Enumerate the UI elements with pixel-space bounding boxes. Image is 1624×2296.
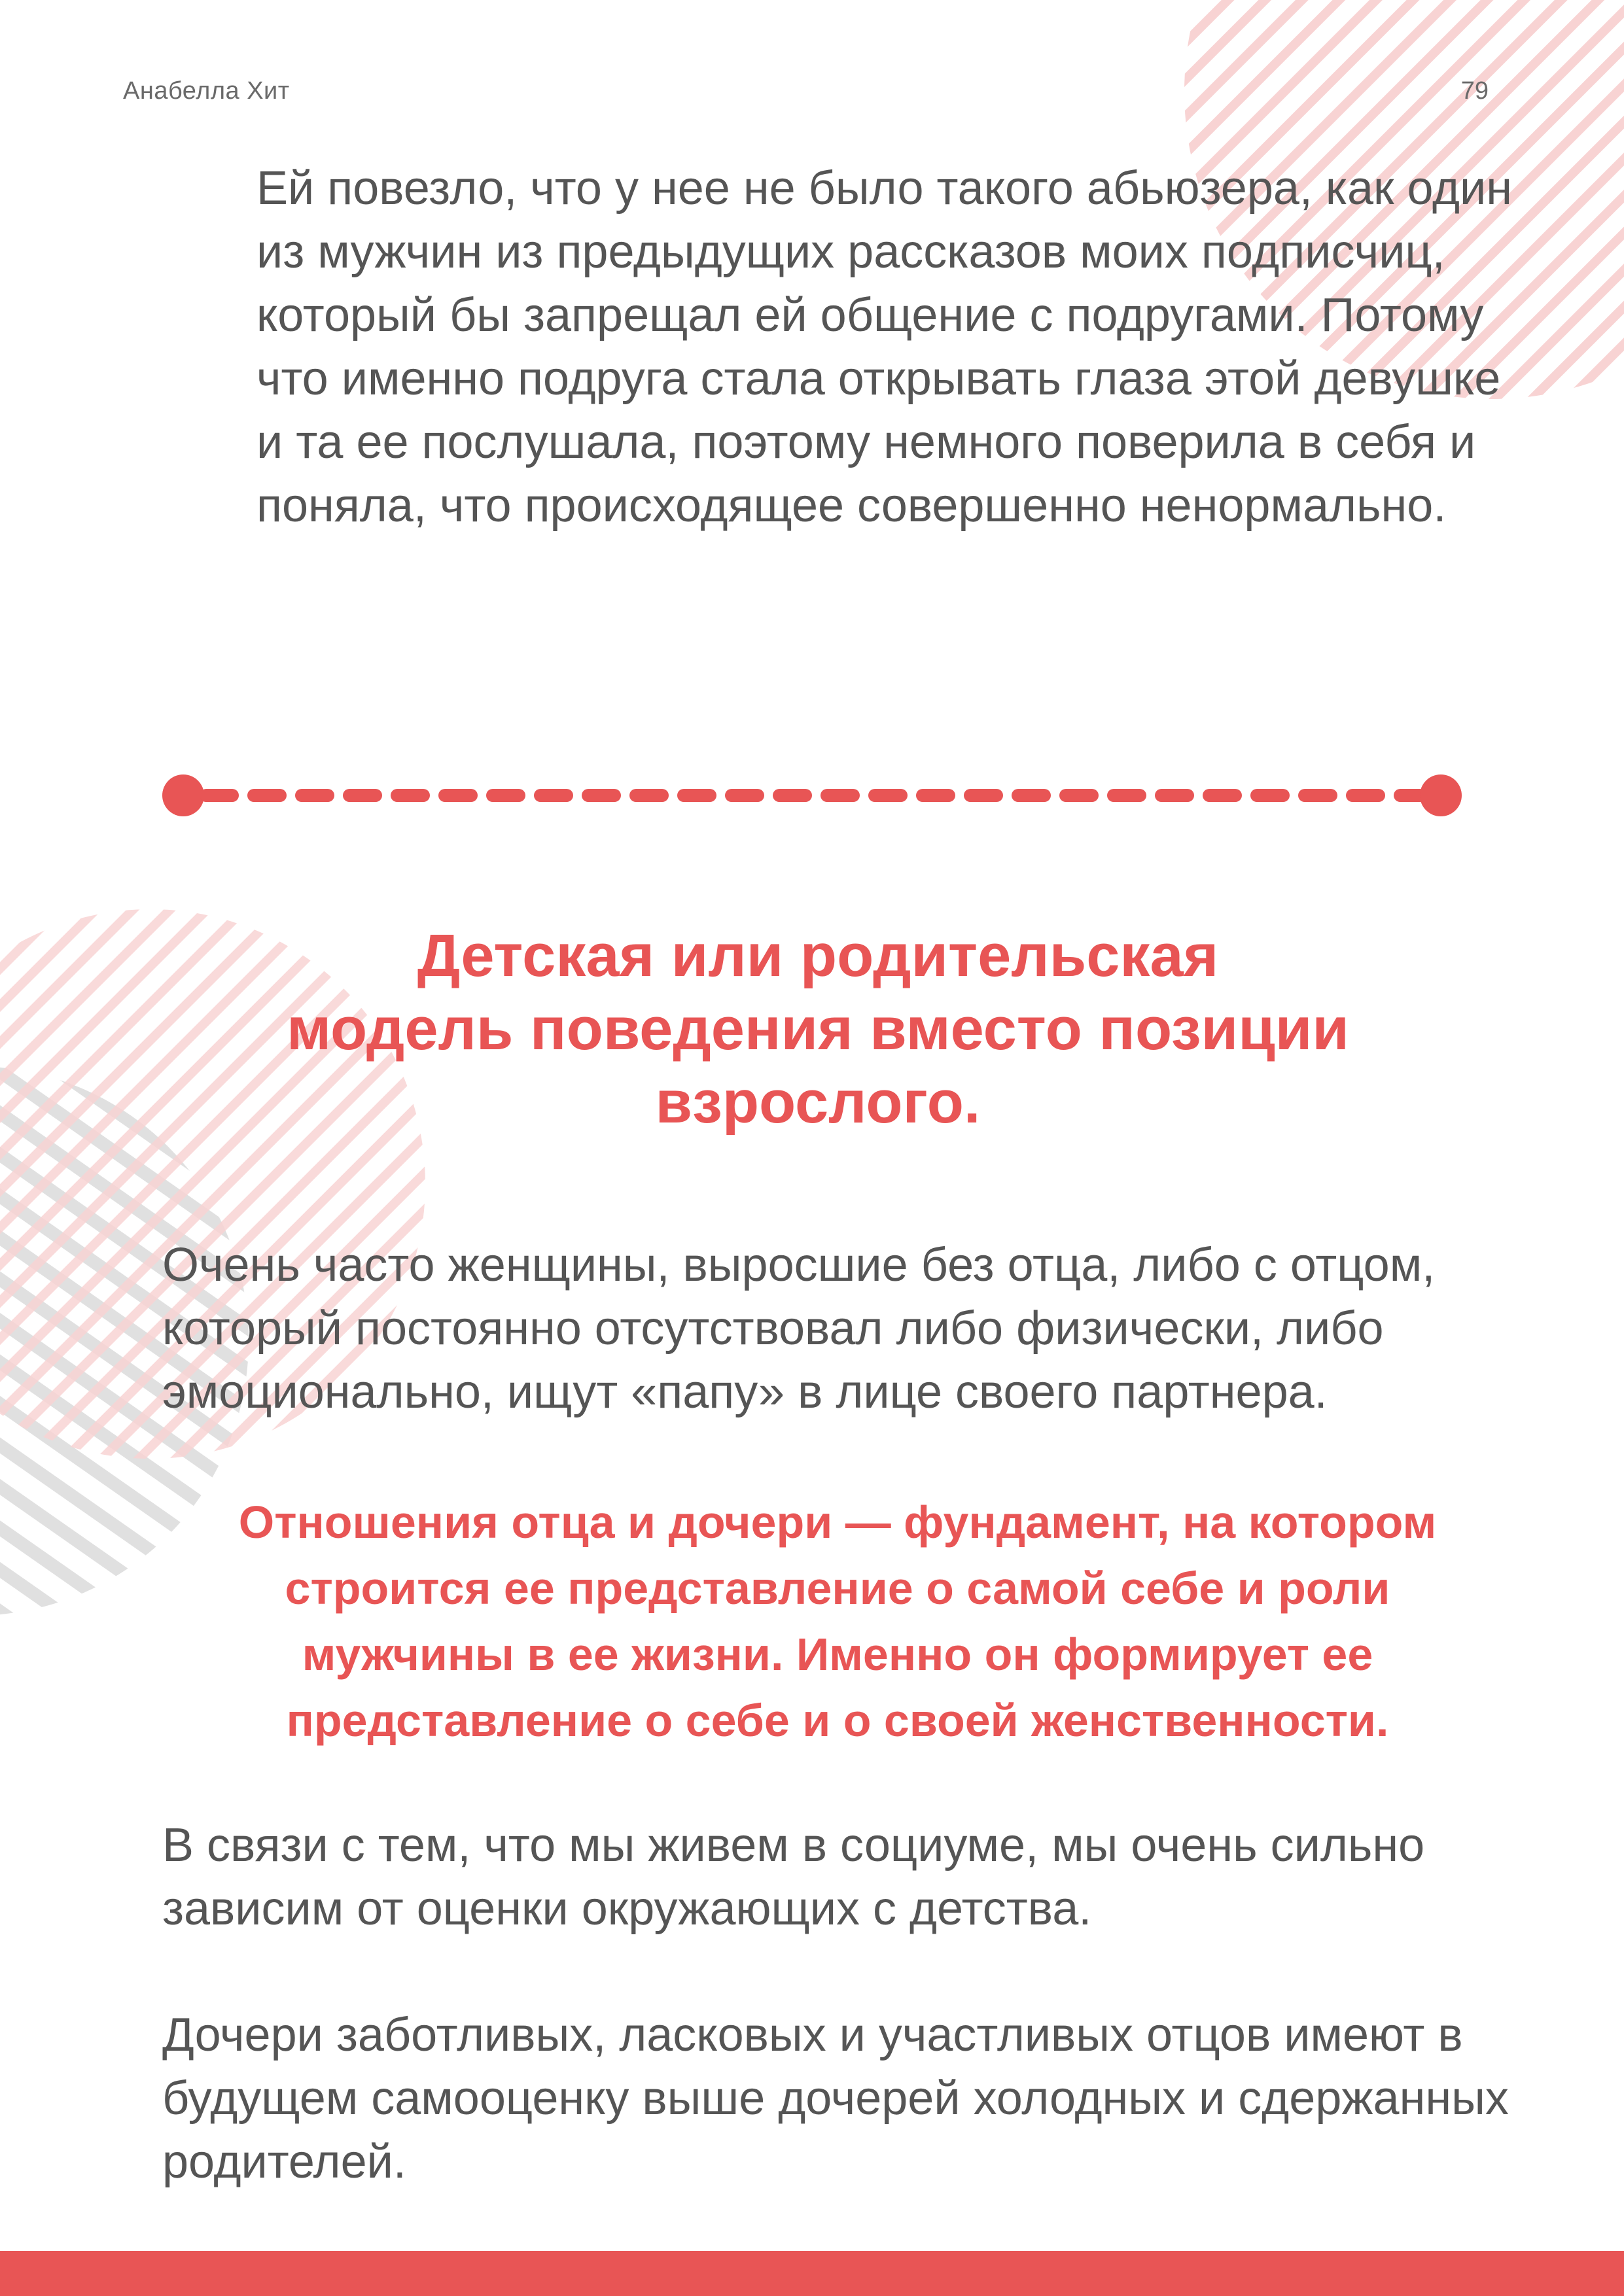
quote-line: Отношения отца и дочери — фундамент, на котором <box>238 1497 1437 1548</box>
body-paragraph-3: Дочери заботливых, ласковых и участливых отцов имеют в будущем самооценку выше дочерей холодных и сдержанных родителей. <box>162 2009 1509 2188</box>
header-author: Анабелла Хит <box>123 77 290 105</box>
quote-line: представление о себе и о своей женственности. <box>286 1695 1389 1746</box>
section-title-line: модель поведения вместо позиции <box>287 996 1349 1062</box>
intro-paragraph: Ей повезло, что у нее не было такого абьюзера, как один из мужчин из предыдущих рассказов моих подписчиц, который бы запрещал ей общение с подругами. Потому что именно подруга стала открывать глаза этой девушке и та ее послушала, поэтому немного поверила в себя и поняла, что происходящее совершенно ненормально. <box>256 162 1513 532</box>
body-paragraph-2: В связи с тем, что мы живем в социуме, мы очень сильно зависим от оценки окружающих с детства. <box>162 1819 1425 1935</box>
body-paragraph-1: Очень часто женщины, выросшие без отца, либо с отцом, который постоянно отсутствовал либо физически, либо эмоционально, ищут «папу» в лице своего партнера. <box>162 1239 1436 1418</box>
footer-bar <box>0 2251 1624 2296</box>
section-title-line: взрослого. <box>655 1069 981 1136</box>
section-title-line: Детская или родительская <box>417 922 1219 989</box>
quote-line: мужчины в ее жизни. Именно он формирует ее <box>302 1629 1373 1680</box>
quote-line: строится ее представление о самой себе и роли <box>285 1563 1390 1614</box>
section-title <box>183 919 1453 1139</box>
page-number: 79 <box>1460 77 1489 105</box>
highlight-quote <box>196 1489 1479 1754</box>
